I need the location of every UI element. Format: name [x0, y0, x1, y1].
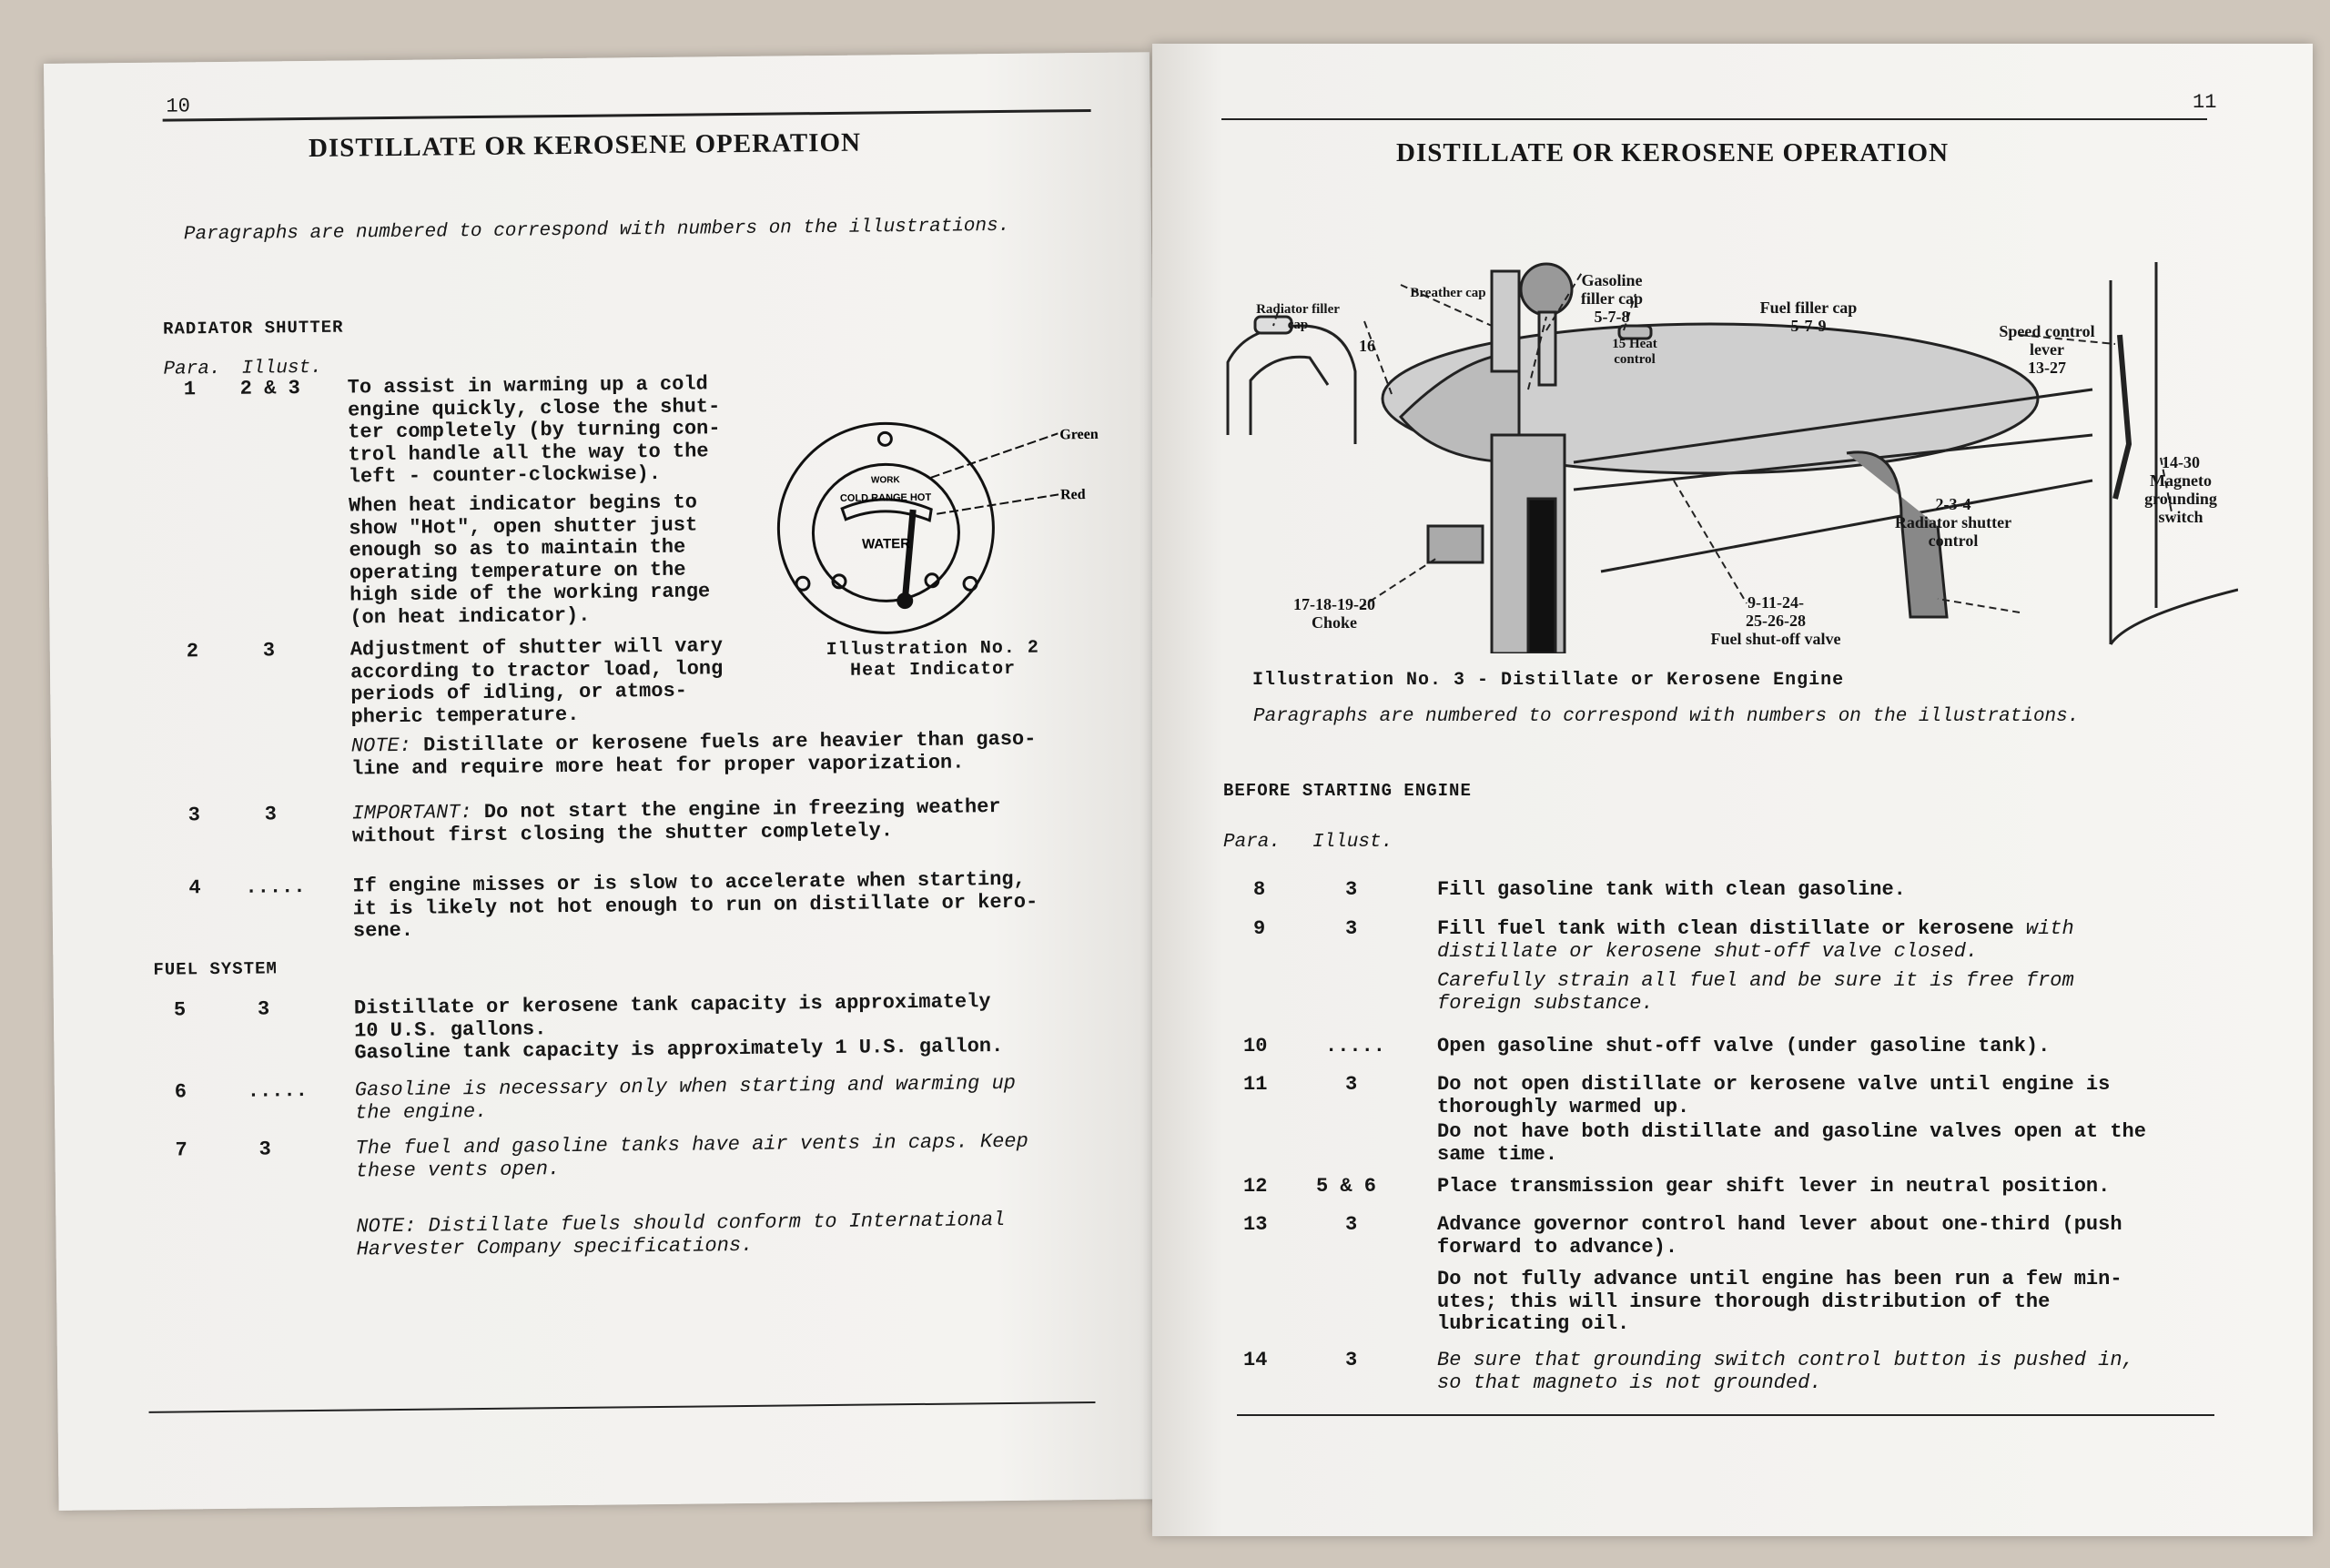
label-heat-control: 15 Heat control	[1612, 337, 1657, 367]
para-number: 14	[1243, 1349, 1268, 1371]
paragraph-text: Fill gasoline tank with clean gasoline.	[1437, 878, 1906, 901]
column-header-illust: Illust.	[1312, 832, 1393, 853]
column-header-para: Para.	[1223, 832, 1282, 853]
red-pointer	[937, 494, 1059, 513]
para-number: 2	[186, 640, 199, 663]
illust-number: 3	[1345, 1073, 1358, 1096]
paragraph-text: When heat indicator begins to show "Hot", open shutter just enough so as to maintain the operating temperature on the high side of the working range (on heat indicator).	[348, 491, 711, 630]
important-label: IMPORTANT:	[351, 801, 472, 825]
para-number: 7	[175, 1138, 187, 1162]
label-red: Red	[1059, 487, 1086, 503]
subtitle: Paragraphs are numbered to correspond with numbers on the illustrations.	[1253, 706, 2080, 727]
paragraph-text-regular: Fill fuel tank with clean distillate or kerosene	[1437, 917, 2014, 940]
paragraph-text-italic: with distillate or kerosene shut-off valve closed.	[1437, 917, 2074, 963]
gauge-label-range: COLD RANGE HOT	[839, 491, 932, 504]
column-header-para: Para.	[163, 358, 221, 380]
illust-number: 3	[1345, 878, 1358, 901]
label-fuel-shutoff-valve: 9-11-24- 25-26-28 Fuel shut-off valve	[1710, 593, 1841, 648]
column-header-illust: Illust.	[241, 357, 322, 379]
para-number: 8	[1253, 878, 1266, 901]
para-number: 9	[1253, 917, 1266, 940]
paragraph-text: Distillate or kerosene tank capacity is approximately 10 U.S. gallons. Gasoline tank capacity is approximately 1 U.S. gallon.	[353, 990, 1004, 1065]
speed-control-lever	[2115, 335, 2129, 499]
para-number: 12	[1243, 1175, 1268, 1198]
green-pointer	[930, 433, 1058, 477]
engine-illustration	[1219, 226, 2238, 653]
note-text: Distillate or kerosene fuels are heavier than gaso- line and require more heat for proper vaporization.	[350, 727, 1037, 781]
label-speed-control-lever: Speed control lever 13-27	[1999, 322, 2095, 377]
carburetor-choke	[1428, 526, 1483, 562]
illust-number: 3	[262, 639, 276, 663]
illust-number: 3	[258, 1138, 271, 1161]
para-number: 3	[187, 804, 200, 827]
paragraph-text: If engine misses or is slow to accelerate when starting, it is likely not hot enough to run on distillate or kero- sene.	[352, 867, 1038, 943]
illust-number: .....	[245, 875, 306, 899]
para-number: 10	[1243, 1035, 1268, 1057]
label-gasoline-filler-cap: Gasoline filler cap 5-7-8	[1580, 271, 1644, 326]
section-heading-fuel-system: FUEL SYSTEM	[153, 958, 278, 980]
label-fuel-filler-cap: Fuel filler cap 5-7-9	[1759, 298, 1858, 335]
para-number: 1	[183, 378, 197, 401]
illustration-3-caption: Illustration No. 3 - Distillate or Kerosene Engine	[1252, 670, 1845, 691]
para-number: 13	[1243, 1213, 1268, 1236]
paragraph-text: Advance governor control hand lever about one-third (push forward to advance).	[1437, 1213, 2122, 1259]
gauge-label-work: WORK	[870, 475, 900, 486]
section-heading-before-starting: BEFORE STARTING ENGINE	[1223, 781, 1472, 801]
para-number: 11	[1243, 1073, 1268, 1096]
illust-number: 2 & 3	[239, 377, 300, 400]
important-text: Do not start the engine in freezing weather without first closing the shutter completely.	[351, 795, 1001, 847]
label-16: 16	[1359, 337, 1375, 355]
illustration-2-caption: Illustration No. 2 Heat Indicator	[826, 637, 1039, 682]
radiator-shell	[1228, 326, 1355, 444]
right-page	[1152, 44, 2313, 1536]
para-number: 4	[188, 876, 201, 900]
paragraph-text: Be sure that grounding switch control button is pushed in, so that magneto is not grounded.	[1437, 1349, 2134, 1394]
page-title: DISTILLATE OR KEROSENE OPERATION	[308, 127, 862, 163]
paragraph-text: Do not fully advance until engine has been run a few min- utes; this will insure thorough distribution of the lubricating oil.	[1437, 1268, 2122, 1335]
paragraph-text: Do not have both distillate and gasoline valves open at the same time.	[1437, 1120, 2146, 1166]
important-paragraph	[352, 796, 1001, 847]
label-magneto-grounding-switch: 14-30 Magneto grounding switch	[2144, 453, 2217, 526]
paragraph-text: Adjustment of shutter will vary according to tractor load, long periods of idling, or atmos- pheric temperature.	[350, 634, 724, 729]
paragraph-text: Place transmission gear shift lever in neutral position.	[1437, 1175, 2111, 1198]
note-label: NOTE:	[350, 733, 412, 758]
illust-number: 3	[1345, 917, 1358, 940]
label-radiator-shutter-control: 2-3-4 Radiator shutter control	[1894, 495, 2012, 550]
left-page	[44, 52, 1165, 1511]
illust-number: 3	[257, 997, 270, 1021]
heat-indicator-illustration	[766, 380, 1115, 675]
label-radiator-filler-cap: Radiator filler cap	[1256, 302, 1340, 332]
illust-number: .....	[1325, 1035, 1386, 1057]
page-title: DISTILLATE OR KEROSENE OPERATION	[1396, 138, 1950, 167]
paragraph-text: The fuel and gasoline tanks have air vents in caps. Keep these vents open.	[355, 1129, 1028, 1182]
para-number: 6	[174, 1080, 187, 1104]
bottom-rule	[1237, 1414, 2214, 1416]
top-rule	[1221, 118, 2207, 120]
paragraph-text	[1437, 918, 2074, 963]
label-breather-cap: Breather cap	[1410, 286, 1486, 300]
page-number: 11	[2193, 91, 2217, 114]
paragraph-text: To assist in warming up a cold engine quickly, close the shut- ter completely (by turning con- trol handle all the way to the left - counter-clockwise).	[347, 372, 721, 489]
note-text: Distillate fuels should conform to International Harvester Company specifications.	[356, 1209, 1006, 1260]
illust-number: 3	[1345, 1349, 1358, 1371]
page-number: 10	[166, 95, 191, 118]
note-paragraph	[356, 1209, 1005, 1260]
paragraph-text: Do not open distillate or kerosene valve until engine is thoroughly warmed up.	[1437, 1073, 2111, 1118]
note-paragraph	[351, 729, 1037, 781]
gauge-label-water: WATER	[861, 536, 911, 552]
top-rule	[163, 109, 1091, 122]
gauge-needle	[904, 510, 914, 601]
subtitle: Paragraphs are numbered to correspond with numbers on the illustrations.	[183, 215, 1010, 246]
note-label: NOTE:	[356, 1214, 417, 1239]
paragraph-text: Open gasoline shut-off valve (under gasoline tank).	[1437, 1035, 2051, 1057]
paragraph-text: Gasoline is necessary only when starting and warming up the engine.	[354, 1071, 1017, 1124]
paragraph-text: Carefully strain all fuel and be sure it is free from foreign substance.	[1437, 969, 2074, 1015]
para-number: 5	[173, 998, 187, 1022]
label-choke: 17-18-19-20 Choke	[1293, 595, 1375, 632]
illust-number: 3	[264, 803, 277, 826]
bottom-rule	[149, 1401, 1096, 1413]
rear-wheel	[2111, 590, 2238, 644]
illust-number: 3	[1345, 1213, 1358, 1236]
label-green: Green	[1059, 426, 1099, 443]
section-heading-radiator-shutter: RADIATOR SHUTTER	[162, 317, 344, 339]
illust-number: 5 & 6	[1316, 1175, 1377, 1198]
illust-number: .....	[247, 1079, 308, 1103]
